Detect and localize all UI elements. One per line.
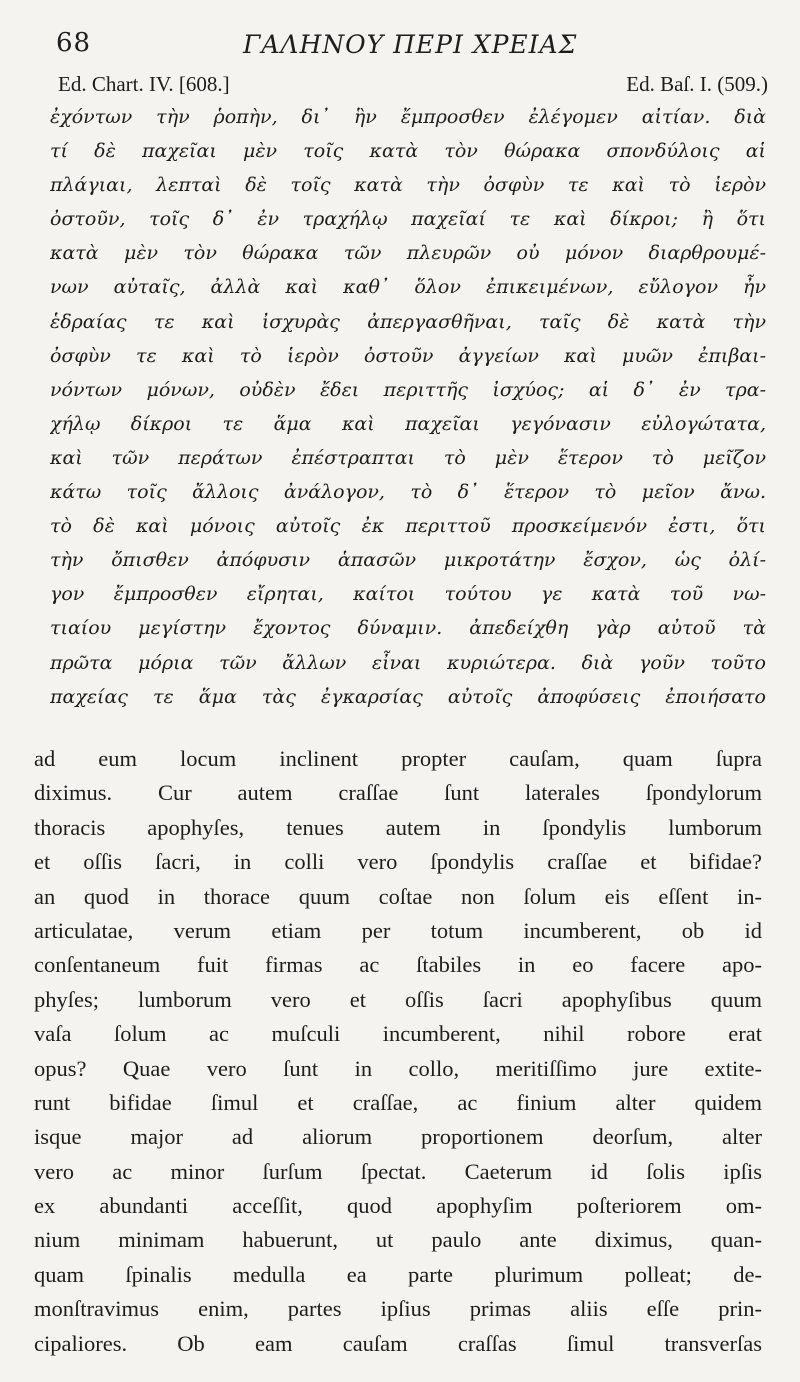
page-number: 68 — [56, 28, 92, 58]
latin-text-line: quam ſpinalis medulla ea parte plurimum polleat; de- — [34, 1261, 762, 1287]
greek-text-line: τί δὲ παχεῖαι μὲν τοῖς κατὰ τὸν θώρακα σπονδύλοις αἱ — [50, 140, 766, 163]
latin-text-line: articulatae, verum etiam per totum incumberent, ob id — [34, 917, 762, 943]
running-title: ΓΑΛΗΝΟΥ ΠΕΡΙ ΧΡΕΙΑΣ — [243, 30, 578, 59]
greek-text-line: καὶ τῶν περάτων ἐπέστραπται τὸ μὲν ἕτερον τὸ μεῖζον — [50, 446, 766, 469]
latin-text-line: nium minimam habuerunt, ut paulo ante diximus, quan- — [34, 1227, 762, 1253]
greek-text-line: πρῶτα μόρια τῶν ἄλλων εἶναι κυριώτερα. διὰ γοῦν τοῦτο — [50, 651, 766, 674]
latin-text-block — [34, 742, 762, 1361]
latin-text-line: vaſa ſolum ac muſculi incumberent, nihil robore erat — [34, 1021, 762, 1047]
greek-text-line: ἑδραίας τε καὶ ἰσχυρὰς ἀπεργασθῆναι, ταῖς δὲ κατὰ τὴν — [50, 310, 766, 333]
greek-text-line: πλάγιαι, λεπταὶ δὲ τοῖς κατὰ τὴν ὀσφὺν τε καὶ τὸ ἱερὸν — [50, 174, 766, 197]
edition-basel: Ed. Baſ. I. (509.) — [626, 72, 768, 96]
latin-text-line: an quod in thorace quum coſtae non ſolum eis eſſent in- — [34, 883, 762, 909]
latin-text-line: conſentaneum fuit firmas ac ſtabiles in eo facere apo- — [34, 952, 762, 978]
latin-text-line: vero ac minor ſurſum ſpectat. Caeterum id ſolis ipſis — [34, 1158, 762, 1184]
latin-text-line: cipaliores. Ob eam cauſam craſſas ſimul transverſas — [34, 1330, 762, 1356]
greek-text-line: χήλῳ δίκροι τε ἅμα καὶ παχεῖαι γεγόνασιν εὐλογώτατα, — [50, 412, 766, 435]
latin-text-line: phyſes; lumborum vero et oſſis ſacri apophyſibus quum — [34, 986, 762, 1012]
greek-text-line: τὸ δὲ καὶ μόνοις αὐτοῖς ἐκ περιττοῦ προσκείμενόν ἐστι, ὅτι — [50, 515, 766, 538]
latin-text-line: opus? Quae vero ſunt in collo, meritiſſimo jure extite- — [34, 1055, 762, 1081]
edition-chartier: Ed. Chart. IV. [608.] — [58, 72, 230, 96]
greek-text-line: νων αὐταῖς, ἀλλὰ καὶ καθ᾽ ὅλον ἐπικειμένων, εὔλογον ἦν — [50, 276, 766, 299]
greek-text-line: παχείας τε ἅμα τὰς ἐγκαρσίας αὐτοῖς ἀποφύσεις ἐποιήσατο — [50, 685, 766, 708]
latin-text-line: ad eum locum inclinent propter cauſam, quam ſupra — [34, 746, 762, 771]
greek-text-line: τιαίου μεγίστην ἔχοντος δύναμιν. ἀπεδείχθη γὰρ αὐτοῦ τὰ — [50, 617, 766, 640]
greek-text-line: κατὰ μὲν τὸν θώρακα τῶν πλευρῶν οὐ μόνον διαρθρουμέ- — [50, 242, 766, 265]
latin-text-line: monſtravimus enim, partes ipſius primas aliis eſſe prin- — [34, 1296, 762, 1322]
latin-text-line: ex abundanti acceſſit, quod apophyſim poſteriorem om- — [34, 1193, 762, 1219]
edition-references — [58, 72, 768, 102]
greek-text-block — [50, 100, 766, 714]
latin-text-line: runt bifidae ſimul et craſſae, ac finium alter quidem — [34, 1089, 762, 1115]
latin-text-line: isque major ad aliorum proportionem deorſum, alter — [34, 1124, 762, 1150]
greek-text-line: ὀσφὺν τε καὶ τὸ ἱερὸν ὀστοῦν ἀγγείων καὶ μυῶν ἐπιβαι- — [50, 344, 766, 367]
greek-text-line: ἐχόντων τὴν ῥοπὴν, δι᾽ ἣν ἔμπροσθεν ἐλέγομεν αἰτίαν. διὰ — [50, 106, 766, 128]
latin-text-line: thoracis apophyſes, tenues autem in ſpondylis lumborum — [34, 814, 762, 840]
page-header — [48, 28, 768, 64]
greek-text-line: τὴν ὄπισθεν ἀπόφυσιν ἁπασῶν μικροτάτην ἔσχον, ὡς ὀλί- — [50, 549, 766, 572]
latin-text-line: et oſſis ſacri, in colli vero ſpondylis craſſae et bifidae? — [34, 849, 762, 875]
greek-text-line: ὀστοῦν, τοῖς δ᾽ ἐν τραχήλῳ παχεῖαί τε καὶ δίκροι; ἢ ὅτι — [50, 208, 766, 231]
greek-text-line: νόντων μόνων, οὐδὲν ἔδει περιττῆς ἰσχύος; αἱ δ᾽ ἐν τρα- — [50, 378, 766, 401]
greek-text-line: κάτω τοῖς ἄλλοις ἀνάλογον, τὸ δ᾽ ἕτερον τὸ μεῖον ἄνω. — [50, 481, 766, 504]
latin-text-line: diximus. Cur autem craſſae ſunt laterales ſpondylorum — [34, 780, 762, 806]
greek-text-line: γον ἔμπροσθεν εἴρηται, καίτοι τούτου γε κατὰ τοῦ νω- — [50, 583, 766, 606]
